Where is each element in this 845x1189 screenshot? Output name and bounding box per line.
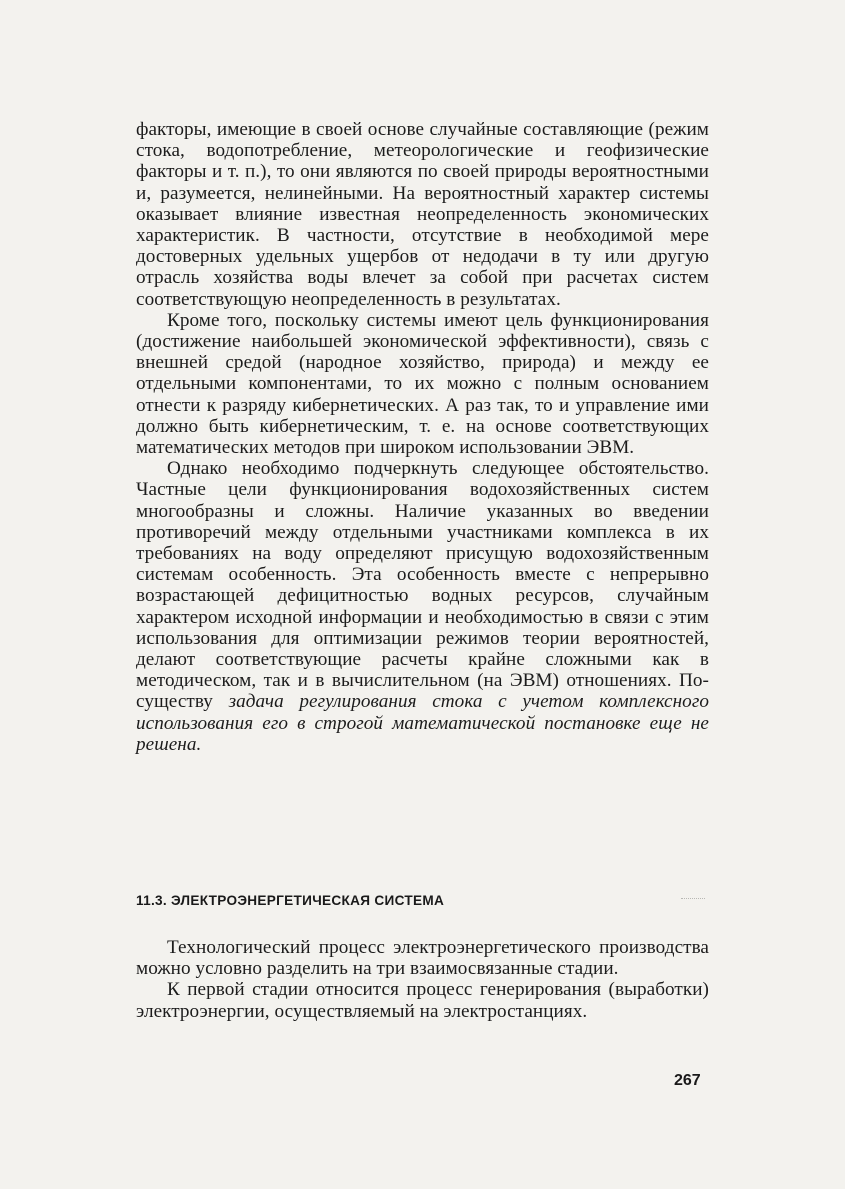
- paragraph-technological-process: Технологический процесс электроэнергетического производства можно условно разделить на три взаимосвязанные стадии.: [136, 937, 709, 980]
- paragraph-first-stage: К первой стадии относится процесс генерирования (выработки) электроэнергии, осуществляемый на электростанциях.: [136, 979, 709, 1022]
- paragraph-cybernetic: Кроме того, поскольку системы имеют цель функционирования (достижение наибольшей экономической эффективности), связь с внешней средой (народное хозяйство, природа) и между ее отдельными компонентами, то их можно с полным основанием отнести к разряду кибернетических. А раз так, то и управление ими должно быть кибернетическим, т. е. на основе соответствующих математических методов при широком использовании ЭВМ.: [136, 309, 709, 459]
- paragraph-however-regular-text: Однако необходимо подчеркнуть следующее обстоятельство. Частные цели функционирования водохозяйственных систем многообразны и сложны. Наличие указанных во введении противоречий между отдельными участниками комплекса в их требованиях на воду определяют присущую водохозяйственным системам особенность. Эта особенность вместе с непрерывно возрастающей дефицитностью водных ресурсов, случайным характером исходной информации и необходимостью в связи с этим использования для оптимизации режимов теории вероятностей, делают соответствующие расчеты крайне сложными как в методическом, так и в вычислительном (на ЭВМ) отношениях. По-существу: [136, 458, 709, 713]
- body-text-bottom: [136, 937, 709, 1022]
- paragraph-continuation: факторы, имеющие в своей основе случайные составляющие (режим стока, водопотребление, метеорологические и геофизические факторы и т. п.), то они являются по своей природы вероятностными и, разумеется, нелинейными. На вероятностный характер системы оказывает влияние известная неопределенность экономических характеристик. В частности, отсутствие в необходимой мере достоверных удельных ущербов от недодачи в ту или другую отрасль хозяйства воды влечет за собой при расчетах систем соответствующую неопределенность в результатах.: [136, 119, 709, 310]
- section-heading: 11.3. ЭЛЕКТРОЭНЕРГЕТИЧЕСКАЯ СИСТЕМА: [136, 893, 445, 908]
- page-number: 267: [674, 1072, 701, 1089]
- paragraph-however-italic-text: задача регулирования стока с учетом комплексного использования его в строгой математической постановке еще не решена.: [136, 691, 709, 755]
- body-text-top: [136, 119, 709, 755]
- print-speck: [681, 898, 705, 900]
- paragraph-however: [136, 458, 709, 755]
